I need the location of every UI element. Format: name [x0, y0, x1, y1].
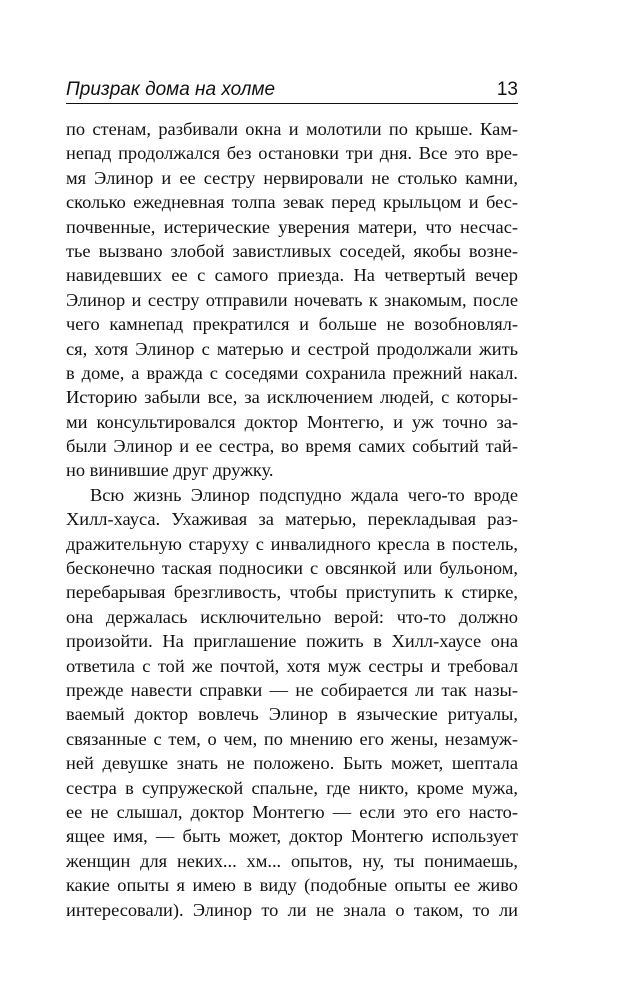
text-line: в доме, а вражда с соседями сохранила прежний накал.: [66, 362, 518, 383]
text-line: ней девушке знать не положено. Быть может, шептала: [66, 753, 518, 774]
text-line: ее не слышал, доктор Монтегю — если это его насто-: [66, 801, 518, 822]
running-head: [66, 78, 518, 106]
text-line: ми консультировался доктор Монтегю, и уж точно за-: [66, 411, 518, 432]
text-line: интересовали). Элинор то ли не знала о таком, то ли: [66, 899, 518, 920]
page-number: 13: [496, 79, 518, 100]
text-line: Хилл-хауса. Ухаживая за матерью, перекладывая раз-: [66, 509, 518, 530]
text-line: Элинор и сестру отправили ночевать к знакомым, после: [66, 289, 518, 310]
text-line: сестра в супружеской спальне, где никто, кроме мужа,: [66, 777, 518, 798]
text-line: какие опыты я имею в виду (подобные опыты ее живо: [66, 875, 518, 896]
text-line: сколько ежедневная толпа зевак перед крыльцом и бес-: [66, 192, 518, 213]
paragraph: [66, 483, 518, 922]
text-line: по стенам, разбивали окна и молотили по крыше. Кам-: [66, 119, 518, 139]
text-line: дражительную старуху с инвалидного кресла в постель,: [66, 533, 518, 554]
header-rule: [66, 103, 518, 104]
text-line: непад продолжался без остановки три дня. Все это вре-: [66, 143, 518, 164]
book-title: Призрак дома на холме: [66, 79, 276, 100]
text-line: женщин для неких... хм... опытов, ну, ты понимаешь,: [66, 850, 518, 871]
text-line: перебарывая брезгливость, чтобы приступить к стирке,: [66, 582, 518, 603]
text-line: но винившие друг дружку.: [66, 460, 274, 481]
text-line: тье вызвано злобой завистливых соседей, якобы возне-: [66, 240, 518, 261]
text-line: навидевших ее с самого приезда. На четвертый вечер: [66, 265, 518, 286]
text-line: ответила с той же почтой, хотя муж сестры и требовал: [66, 655, 518, 676]
text-line: ваемый доктор вовлечь Элинор в языческие ритуалы,: [66, 704, 518, 725]
paragraph: [66, 117, 518, 483]
body-text: [66, 117, 518, 922]
text-line: чего камнепад прекратился и больше не возобновлял-: [66, 314, 518, 335]
text-line: Всю жизнь Элинор подспудно ждала чего-то вроде: [90, 484, 518, 505]
text-line: почвенные, истерические уверения матери, что несчас-: [66, 216, 518, 237]
text-line: Историю забыли все, за исключением людей, с которы-: [66, 387, 518, 408]
text-line: она держалась исключительно верой: что-то должно: [66, 606, 518, 627]
text-line: ся, хотя Элинор с матерью и сестрой продолжали жить: [66, 338, 518, 359]
text-line: прежде навести справки — не собирается ли так назы-: [66, 679, 518, 700]
text-line: ящее имя, — быть может, доктор Монтегю использует: [66, 826, 518, 847]
text-line: произойти. На приглашение пожить в Хилл-хаусе она: [66, 631, 518, 652]
text-line: связанные с тем, о чем, по мнению его жены, незамуж-: [66, 728, 518, 749]
text-line: мя Элинор и ее сестру нервировали не столько камни,: [66, 167, 518, 188]
text-line: бесконечно таская подносики с овсянкой или бульоном,: [66, 558, 518, 579]
text-line: были Элинор и ее сестра, во время самих событий тай-: [66, 436, 518, 457]
